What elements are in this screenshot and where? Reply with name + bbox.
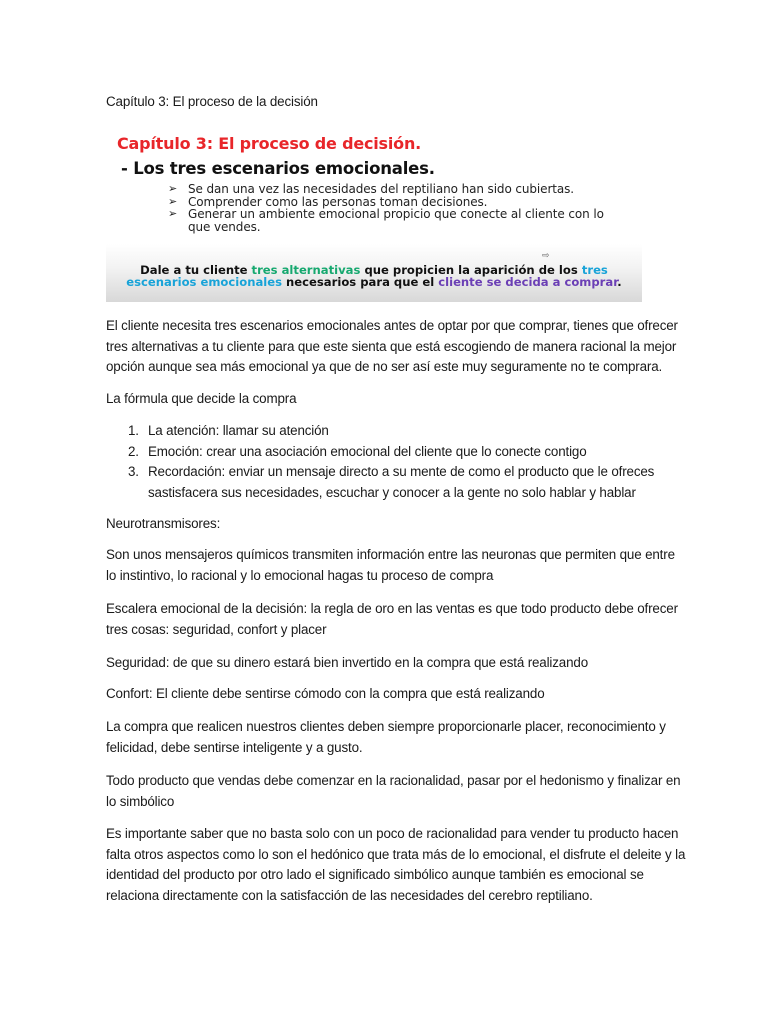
highlight-tres-alternativas: tres alternativas — [251, 263, 361, 277]
paragraph-neuro-title: Neurotransmisores: — [106, 516, 221, 531]
highlight-cliente-decida: cliente se decida a comprar — [438, 275, 618, 290]
paragraph-placer: La compra que realicen nuestros clientes deben siempre proporcionarle placer, reconocimiento y felicidad, debe sentirse inteligente y a gusto. — [106, 719, 666, 755]
paragraph-producto: Todo producto que vendas debe comenzar en la racionalidad, pasar por el hedonismo y finalizar en lo simbólico — [106, 773, 681, 809]
arrow-bullet-icon: ➢ — [168, 194, 178, 208]
slide-bullet: ➢ Generar un ambiente emocional propicio que conecte al cliente con lo que vendes. — [168, 207, 604, 234]
paragraph-intro: El cliente necesita tres escenarios emocionales antes de optar por que comprar, tienes que ofrecer tres alternativas a tu cliente para que este sienta que está escogiendo de manera racional la mejor opción aunque sea más emocional ya que de no ser así este muy seguramente no te comprara. — [106, 318, 678, 374]
list-item: 2. Emoción: crear una asociación emocional del cliente que lo conecte contigo — [128, 443, 587, 459]
arrow-bullet-icon: ➢ — [168, 182, 178, 195]
paragraph-confort: Confort: El cliente debe sentirse cómodo con la compra que está realizando — [106, 686, 545, 701]
paragraph-neuro: Son unos mensajeros químicos transmiten información entre las neuronas que permiten que entre lo instintivo, lo racional y lo emocional hagas tu proceso de compra — [106, 547, 675, 583]
list-item: 1. La atención: llamar su atención — [128, 423, 329, 438]
slide-bullet: ➢ Comprender como las personas toman decisiones. — [168, 194, 488, 209]
page-heading: Capítulo 3: El proceso de la decisión — [106, 94, 318, 109]
paragraph-escalera: Escalera emocional de la decisión: la regla de oro en las ventas es que todo producto debe ofrecer tres cosas: seguridad, confort y placer — [106, 601, 678, 637]
paragraph-importante: Es importante saber que no basta solo con un poco de racionalidad para vender tu producto hacen falta otros aspectos como lo son el hedónico que trata más de lo emocional, el disfrute el deleite y la identidad del producto por otro lado el significado simbólico aunque también es emocional se relaciona directamente con la satisfacción de las necesidades del cerebro reptiliano. — [106, 826, 686, 903]
paragraph-seguridad: Seguridad: de que su dinero estará bien invertido en la compra que está realizando — [106, 655, 588, 670]
slide-footer: Dale a tu cliente tres alternativas que propicien la aparición de los tres escenarios emocionales necesarios para que el cliente se decida a comprar. — [126, 263, 622, 290]
slide-title: Capítulo 3: El proceso de decisión. — [117, 134, 422, 153]
slide-bullet: ➢ Se dan una vez las necesidades del reptiliano han sido cubiertas. — [168, 182, 575, 196]
arrow-bullet-icon: ➢ — [168, 207, 178, 221]
formula-list — [128, 421, 688, 503]
slide-subtitle: - Los tres escenarios emocionales. — [121, 159, 435, 178]
highlight-tres-escenarios: tres escenarios emocionales — [126, 263, 608, 290]
list-item: 3. Recordación: enviar un mensaje directo a su mente de como el producto que le ofreces sastisfacera sus necesidades, escuchar y conocer a la gente no solo hablar y hablar — [128, 464, 655, 500]
slide-image — [106, 124, 642, 302]
slide-bullet-list — [168, 183, 628, 233]
cursor-icon: ⇨ — [542, 250, 550, 260]
paragraph-formula-title: La fórmula que decide la compra — [106, 391, 297, 406]
